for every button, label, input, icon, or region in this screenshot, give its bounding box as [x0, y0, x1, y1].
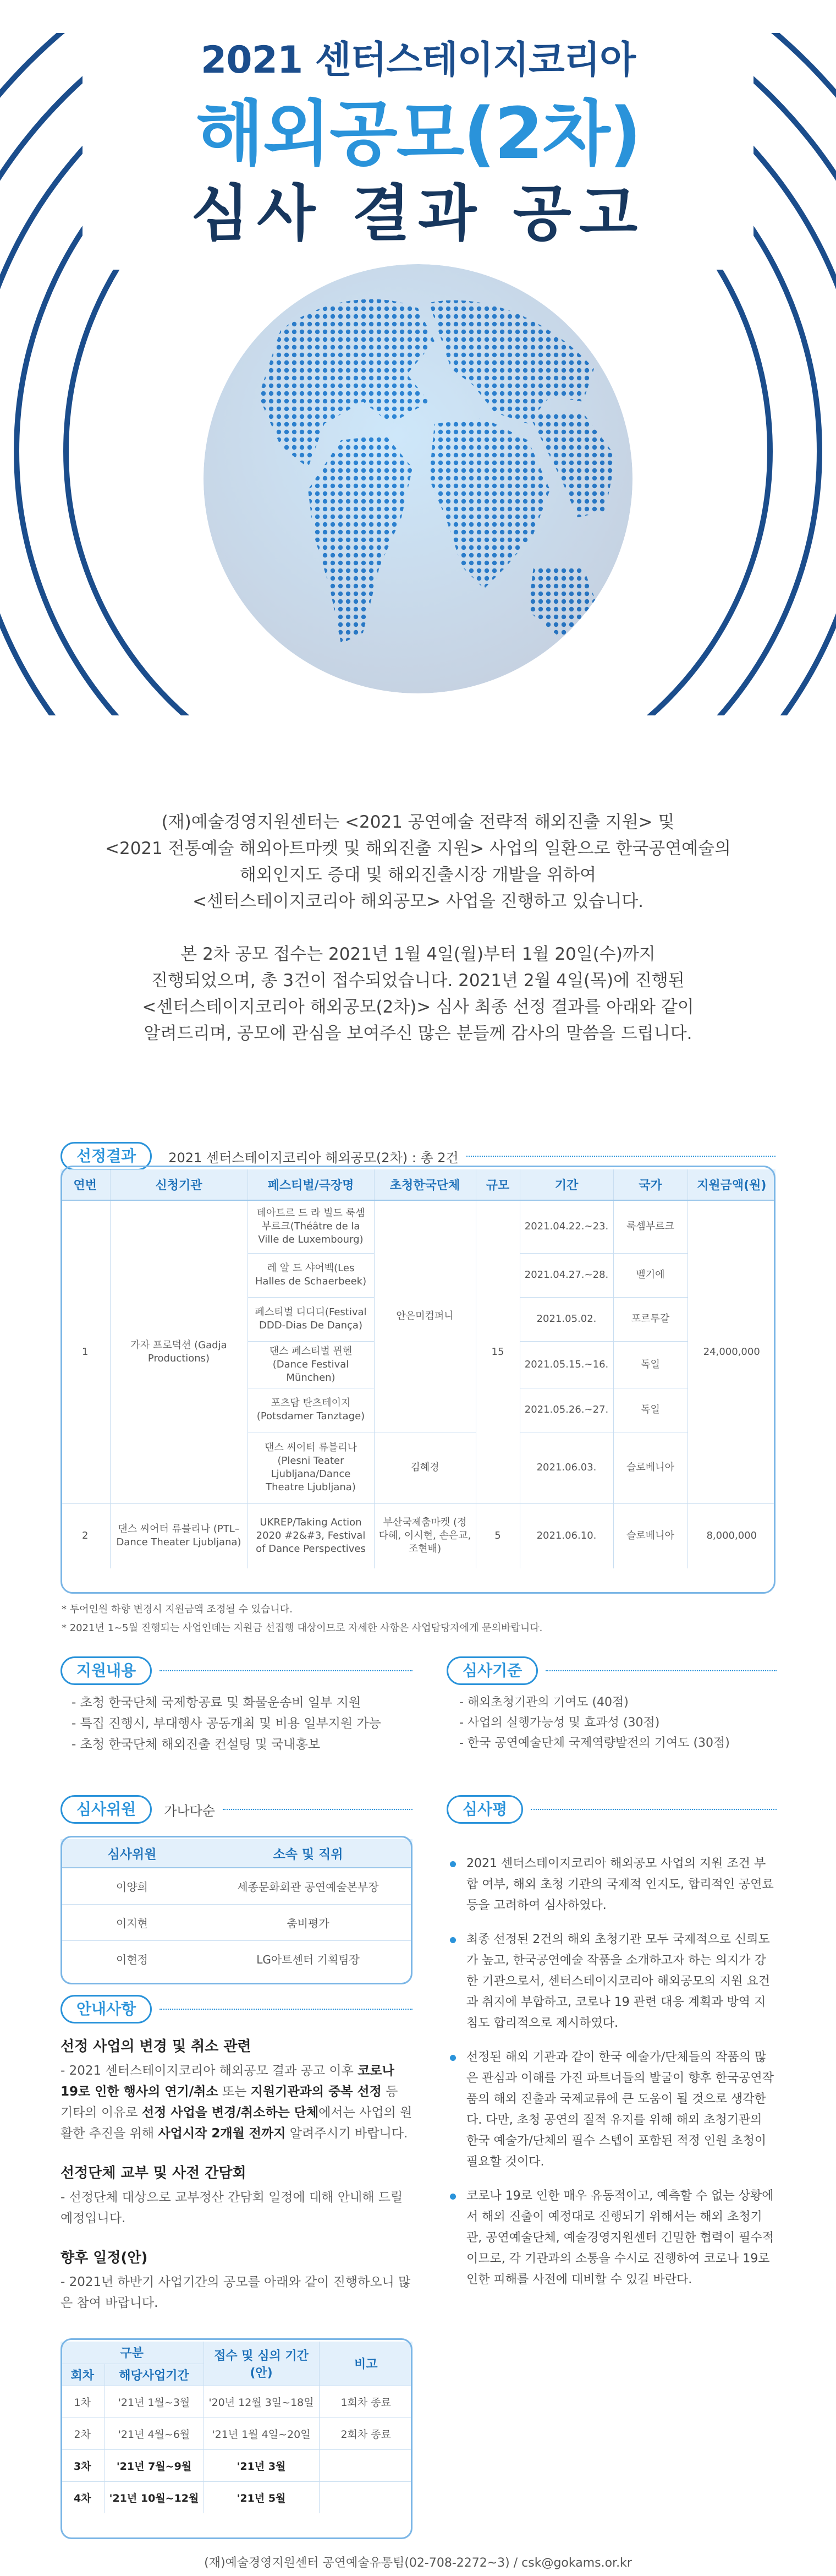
list-item: - 해외초청기관의 기여도 (40점)	[459, 1696, 629, 1709]
guide-meeting-title: 선정단체 교부 및 사전 간담회	[61, 2165, 246, 2181]
divider	[531, 1809, 777, 1810]
results-notes: * 투어인원 하향 변경시 지원금액 조정될 수 있습니다. * 2021년 1~5월 진행되는 사업인데는 지원금 선집행 대상이므로 자세한 사항은 사업담당자에게 문의바랍니다.	[62, 1604, 543, 1634]
table-header-row: 심사위원 소속 및 직위	[61, 1839, 413, 1868]
intro-paragraph-1: (재)예술경영지원센터는 <2021 공연예술 전략적 해외진출 지원> 및 <2021 전통예술 해외아트마켓 및 해외진출 지원> 사업의 일환으로 한국공연예술의 해외인지도 증대 및 해외진출시장 개발을 위하여 <센터스테이지코리아 해외공모> 사업을 진행하고 있습니다.	[105, 812, 731, 911]
divider	[546, 1670, 777, 1671]
table-row: 이양희 세종문화회관 공연예술본부장	[61, 1868, 413, 1904]
hero-title-line2: 해외공모(2차)	[195, 93, 641, 175]
intro-paragraph-2: 본 2차 공모 접수는 2021년 1월 4일(월)부터 1월 20일(수)까지 진행되었으며, 총 3건이 접수되었습니다. 2021년 2월 4일(목)에 진행된 <센터스테이지코리아 해외공모(2차)> 심사 최종 선정 결과를 아래와 같이 알려드리며, 공모에 관심을 보여주신 많은 분들께 감사의 말씀을 드립니다.	[142, 944, 694, 1043]
table-row: 댄스 씨어터 류블리나 (Plesni Teater Ljubljana/Dance Theatre Ljubljana) 김혜경 2021.06.03. 슬로베니아	[61, 1432, 776, 1503]
dotted-globe-icon	[198, 259, 638, 699]
table-row: 포츠담 탄츠테이지 (Potsdamer Tanztage) 2021.05.26.~27. 독일	[61, 1388, 776, 1432]
table-row: 1 가자 프로덕션 (Gadja Productions) 테아트르 드 라 빌드 룩셈부르크(Théâtre de la Ville de Luxembourg) 안은미컴퍼니 15 2021.04.22.~23. 룩셈부르크 24,000,000	[61, 1200, 776, 1253]
intro-text	[0, 809, 836, 1073]
list-item: - 초청 한국단체 국제항공료 및 화물운송비 일부 지원	[72, 1696, 361, 1710]
table-row: 이현정 LG아트센터 기획팀장	[61, 1940, 413, 1977]
table-row: 1차 '21년 1월~3월 '20년 12월 3일~18일 1회차 종료	[61, 2386, 413, 2418]
table-header-row: 연번 신청기관 페스티벌/극장명 초청한국단체 규모 기간 국가 지원금액(원)	[61, 1169, 776, 1200]
divider	[160, 1670, 413, 1671]
list-item: - 특집 진행시, 부대행사 공동개최 및 비용 일부지원 가능	[72, 1716, 381, 1731]
list-item: 최종 선정된 2건의 해외 초청기관 모두 국제적으로 신뢰도가 높고, 한국공연예술 작품을 소개하고자 하는 의지가 강한 기관으로서, 센터스테이지코리아 해외공모의 지원 요건과 취지에 부합하고, 코로나 19 관련 대응 계획과 방역 지침도 합리적으로 제시하였다.	[447, 1929, 777, 2034]
guide-section-header: 안내사항	[61, 1995, 413, 2023]
guide-meeting-text: - 선정단체 대상으로 교부정산 간담회 일정에 대해 안내해 드릴 예정입니다.	[61, 2190, 403, 2225]
results-subtitle: 2021 센터스테이지코리아 해외공모(2차) : 총 2건	[168, 1150, 459, 1166]
guide-plan-text: - 2021년 하반기 사업기간의 공모를 아래와 같이 진행하오니 많은 참여 바랍니다.	[61, 2275, 411, 2310]
table-row: 이지현 춤비평가	[61, 1904, 413, 1940]
criteria-section-header: 심사기준	[447, 1656, 777, 1685]
review-section-header: 심사평	[447, 1795, 777, 1824]
table-row: 레 알 드 샤어벡(Les Halles de Schaerbeek) 2021.04.27.~28. 벨기에	[61, 1253, 776, 1297]
hero-title-line1: 2021 센터스테이지코리아	[200, 39, 636, 82]
support-list	[72, 1692, 381, 1755]
divider	[160, 2009, 413, 2010]
judges-order: 가나다순	[164, 1803, 215, 1819]
hero-title-line3: 심사 결과 공고	[190, 178, 646, 249]
results-label: 선정결과	[61, 1142, 152, 1171]
criteria-list	[459, 1692, 730, 1753]
list-item: - 사업의 실행가능성 및 효과성 (30점)	[459, 1716, 660, 1730]
table-header-row: 구분 접수 및 심의 기간(안) 비고	[61, 2342, 413, 2364]
table-row: 3차 '21년 7월~9월 '21년 3월	[61, 2449, 413, 2481]
hero-banner	[0, 0, 836, 770]
review-list	[447, 1853, 777, 2304]
table-row: 2 댄스 씨어터 류블리나 (PTL–Dance Theater Ljubljana) UKREP/Taking Action 2020 #2&#3, Festival of Dance Perspectives 부산국제춤마켓 (정다혜, 이시현, 손은교, 조현배) 5 2021.06.10. 슬로베니아 8,000,000	[61, 1503, 776, 1568]
list-item: 코로나 19로 인한 매우 유동적이고, 예측할 수 없는 상황에서 해외 진출이 예정대로 진행되기 위해서는 해외 초청기관, 공연예술단체, 예술경영지원센터 긴밀한 협력이 필수적이므로, 각 기관과의 소통을 수시로 진행하여 코로나 19로 인한 피해를 사전에 대비할 수 있길 바란다.	[447, 2186, 777, 2290]
table-row: 페스티벌 디디디(Festival DDD-Dias De Dança) 2021.05.02. 포르투갈	[61, 1297, 776, 1341]
guide-change-block	[61, 2036, 413, 2144]
table-row: 댄스 페스티벌 뮌헨(Dance Festival München) 2021.05.15.~16. 독일	[61, 1341, 776, 1388]
judges-table-frame	[61, 1836, 413, 1984]
schedule-table-frame	[61, 2338, 413, 2539]
list-item: - 초청 한국단체 해외진출 컨설팅 및 국내홍보	[72, 1737, 321, 1752]
table-row: 2차 '21년 4월~6월 '21년 1월 4일~20일 2회차 종료	[61, 2418, 413, 2449]
results-table	[61, 1169, 776, 1568]
table-row: 4차 '21년 10월~12월 '21년 5월	[61, 2481, 413, 2513]
guide-change-title: 선정 사업의 변경 및 취소 관련	[61, 2038, 251, 2055]
table-header-row: 회차 해당사업기간	[61, 2364, 413, 2386]
guide-change-text: - 2021 센터스테이지코리아 해외공모 결과 공고 이후 코로나 19로 인한 행사의 연기/취소 또는 지원기관과의 중복 선정 등 기타의 이유로 선정 사업을 변경/취소하는 단체에서는 사업의 원활한 추진을 위해 사업시작 2개월 전까지 알려주시기 바랍니다.	[61, 2064, 413, 2141]
guide-meeting-block	[61, 2163, 413, 2229]
judges-section-header: 심사위원 가나다순	[61, 1795, 413, 1824]
guide-plan-title: 향후 일정(안)	[61, 2250, 148, 2266]
results-section-header	[61, 1142, 776, 1171]
divider	[466, 1156, 776, 1157]
list-item: 2021 센터스테이지코리아 해외공모 사업의 지원 조건 부합 여부, 해외 초청 기관의 국제적 인지도, 합리적인 공연료 등을 고려하여 심사하였다.	[447, 1853, 777, 1916]
footer-contact: (재)예술경영지원센터 공연예술유통팀(02-708-2272~3) / csk@gokams.or.kr	[204, 2556, 632, 2570]
support-section-header: 지원내용	[61, 1656, 413, 1685]
list-item: 선정된 해외 기관과 같이 한국 예술가/단체들의 작품의 많은 관심과 이해를 가진 파트너들의 발굴이 향후 한국공연작품의 해외 진출과 국제교류에 큰 도움이 될 것으로 생각한다. 다만, 초청 공연의 질적 유지를 위해 해외 초청기관의 한국 예술가/단체의 필수 스텝이 포함된 적정 인원 초청이 필요할 것이다.	[447, 2047, 777, 2173]
guide-content	[61, 2036, 413, 2332]
list-item: - 한국 공연예술단체 국제역량발전의 기여도 (30점)	[459, 1736, 730, 1750]
guide-plan-block	[61, 2247, 413, 2314]
divider	[223, 1809, 413, 1810]
